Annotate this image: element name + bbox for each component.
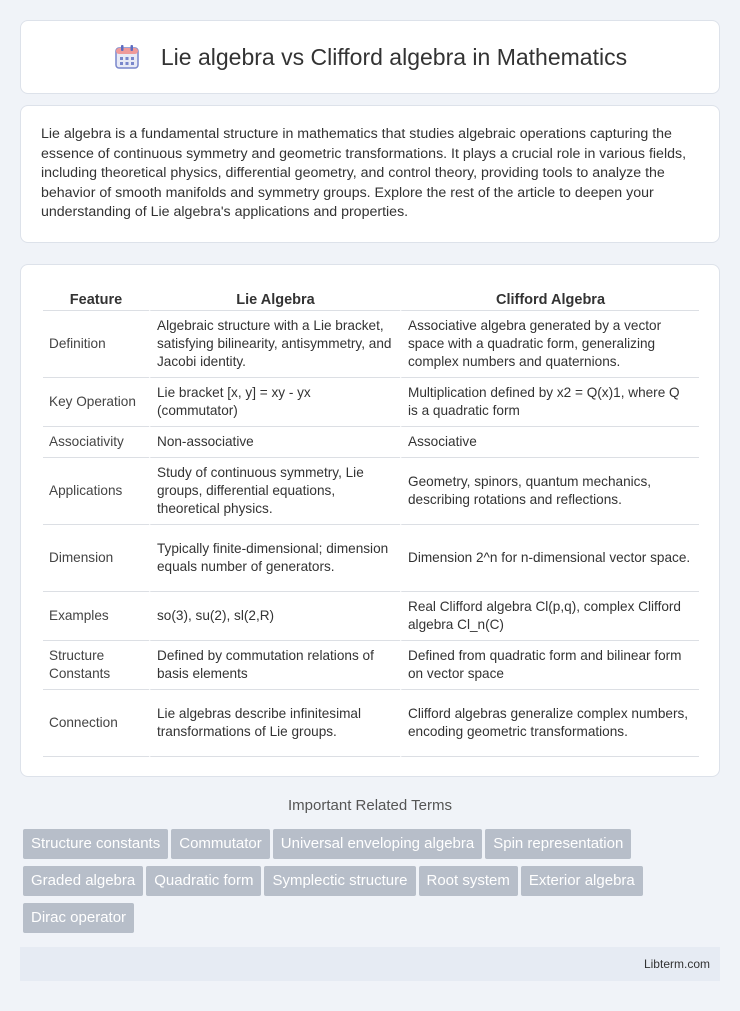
tag-structure-constants[interactable]: Structure constants	[23, 829, 168, 859]
header-feature: Feature	[43, 285, 149, 311]
tag-root-system[interactable]: Root system	[419, 866, 518, 896]
clifford-cell: Defined from quadratic form and bilinear form on vector space	[400, 641, 699, 690]
lie-cell: Algebraic structure with a Lie bracket, satisfying bilinearity, antisymmetry, and Jacobi identity.	[149, 311, 400, 378]
page-title: Lie algebra vs Clifford algebra in Mathematics	[160, 43, 628, 70]
calendar-icon	[113, 43, 141, 71]
comparison-card	[20, 264, 720, 777]
clifford-cell: Associative algebra generated by a vector space with a quadratic form, generalizing complex numbers and quaternions.	[400, 311, 699, 378]
tag-symplectic-structure[interactable]: Symplectic structure	[264, 866, 415, 896]
feature-cell: Definition	[43, 311, 149, 378]
clifford-cell: Dimension 2^n for n-dimensional vector space.	[400, 525, 699, 592]
tag-quadratic-form[interactable]: Quadratic form	[146, 866, 261, 896]
feature-cell: Associativity	[43, 427, 149, 458]
lie-cell: Lie bracket [x, y] = xy - yx (commutator)	[149, 378, 400, 427]
lie-cell: so(3), su(2), sl(2,R)	[149, 592, 400, 641]
tag-spin-representation[interactable]: Spin representation	[485, 829, 631, 859]
tag-commutator[interactable]: Commutator	[171, 829, 270, 859]
intro-card	[20, 105, 720, 243]
clifford-cell: Real Clifford algebra Cl(p,q), complex Clifford algebra Cl_n(C)	[400, 592, 699, 641]
tag-universal-enveloping-algebra[interactable]: Universal enveloping algebra	[273, 829, 482, 859]
clifford-cell: Multiplication defined by x2 = Q(x)1, where Q is a quadratic form	[400, 378, 699, 427]
table-row	[43, 592, 699, 641]
header-card	[20, 20, 720, 94]
lie-cell: Typically finite-dimensional; dimension equals number of generators.	[149, 525, 400, 592]
feature-cell: Key Operation	[43, 378, 149, 427]
table-row	[43, 427, 699, 458]
table-row	[43, 525, 699, 592]
header-clifford-algebra: Clifford Algebra	[400, 285, 699, 311]
tag-dirac-operator[interactable]: Dirac operator	[23, 903, 134, 933]
related-terms-list	[23, 829, 723, 940]
feature-cell: Structure Constants	[43, 641, 149, 690]
clifford-cell: Clifford algebras generalize complex numbers, encoding geometric transformations.	[400, 690, 699, 757]
lie-cell: Lie algebras describe infinitesimal transformations of Lie groups.	[149, 690, 400, 757]
table-header-row	[43, 285, 699, 311]
table-row	[43, 311, 699, 378]
header-lie-algebra: Lie Algebra	[149, 285, 400, 311]
tag-exterior-algebra[interactable]: Exterior algebra	[521, 866, 643, 896]
feature-cell: Applications	[43, 458, 149, 525]
table-row	[43, 458, 699, 525]
lie-cell: Non-associative	[149, 427, 400, 458]
clifford-cell: Geometry, spinors, quantum mechanics, describing rotations and reflections.	[400, 458, 699, 525]
comparison-table	[43, 285, 699, 757]
table-row	[43, 641, 699, 690]
feature-cell: Connection	[43, 690, 149, 757]
table-row	[43, 378, 699, 427]
feature-cell: Dimension	[43, 525, 149, 592]
related-terms-title: Important Related Terms	[288, 797, 452, 814]
tag-graded-algebra[interactable]: Graded algebra	[23, 866, 143, 896]
table-row	[43, 690, 699, 757]
feature-cell: Examples	[43, 592, 149, 641]
lie-cell: Defined by commutation relations of basis elements	[149, 641, 400, 690]
footer-link[interactable]: Libterm.com	[643, 957, 710, 971]
lie-cell: Study of continuous symmetry, Lie groups, differential equations, theoretical physics.	[149, 458, 400, 525]
clifford-cell: Associative	[400, 427, 699, 458]
intro-text: Lie algebra is a fundamental structure in mathematics that studies algebraic operations capturing the essence of continuous symmetry and geometric transformations. It plays a crucial role in various fields, including theoretical physics, differential geometry, and control theory, providing tools to analyze the behavior of smooth manifolds and symmetry groups. Explore the rest of the article to deepen your understanding of Lie algebra's applications and properties.	[41, 126, 687, 220]
footer	[20, 947, 720, 981]
